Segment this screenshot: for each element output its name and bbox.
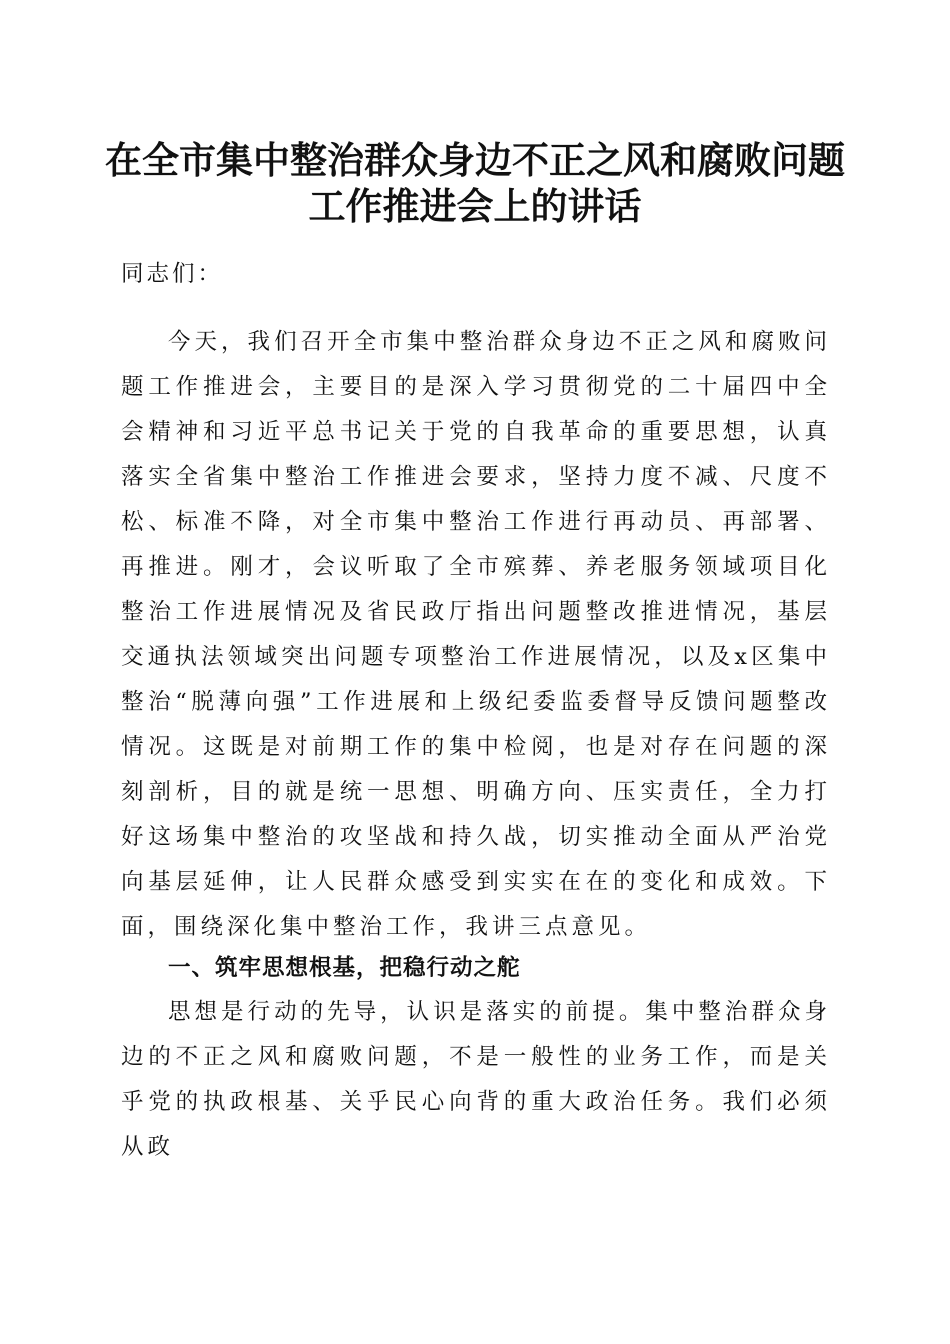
document-title-line-2: 工作推进会上的讲话 [308, 184, 642, 228]
document-title-line-1: 在全市集中整治群众身边不正之风和腐败问题 [105, 138, 845, 182]
paragraph-introduction: 今天，我们召开全市集中整治群众身边不正之风和腐败问题工作推进会，主要目的是深入学习贯彻党的二十届四中全会精神和习近平总书记关于党的自我革命的重要思想，认真落实全省集中整治工作推进会要求，坚持力度不减、尺度不松、标准不降，对全市集中整治工作进行再动员、再部署、再推进。刚才，会议听取了全市殡葬、养老服务领域项目化整治工作进展情况及省民政厅指出问题整改推进情况，基层交通执法领域突出问题专项整治工作进展情况，以及x区集中整治“脱薄向强”工作进展和上级纪委监委督导反馈问题整改情况。这既是对前期工作的集中检阅，也是对存在问题的深刻剖析，目的就是统一思想、明确方向、压实责任，全力打好这场集中整治的攻坚战和持久战，切实推动全面从严治党向基层延伸，让人民群众感受到实实在在的变化和成效。下面，围绕深化集中整治工作，我讲三点意见。 [121, 329, 831, 940]
section-heading-1: 一、筑牢思想根基，把稳行动之舵 [168, 955, 521, 981]
salutation: 同志们： [121, 261, 224, 287]
paragraph-section-1: 思想是行动的先导，认识是落实的前提。集中整治群众身边的不正之风和腐败问题，不是一般性的业务工作，而是关乎党的执政根基、关乎民心向背的重大政治任务。我们必须从政 [121, 999, 831, 1160]
